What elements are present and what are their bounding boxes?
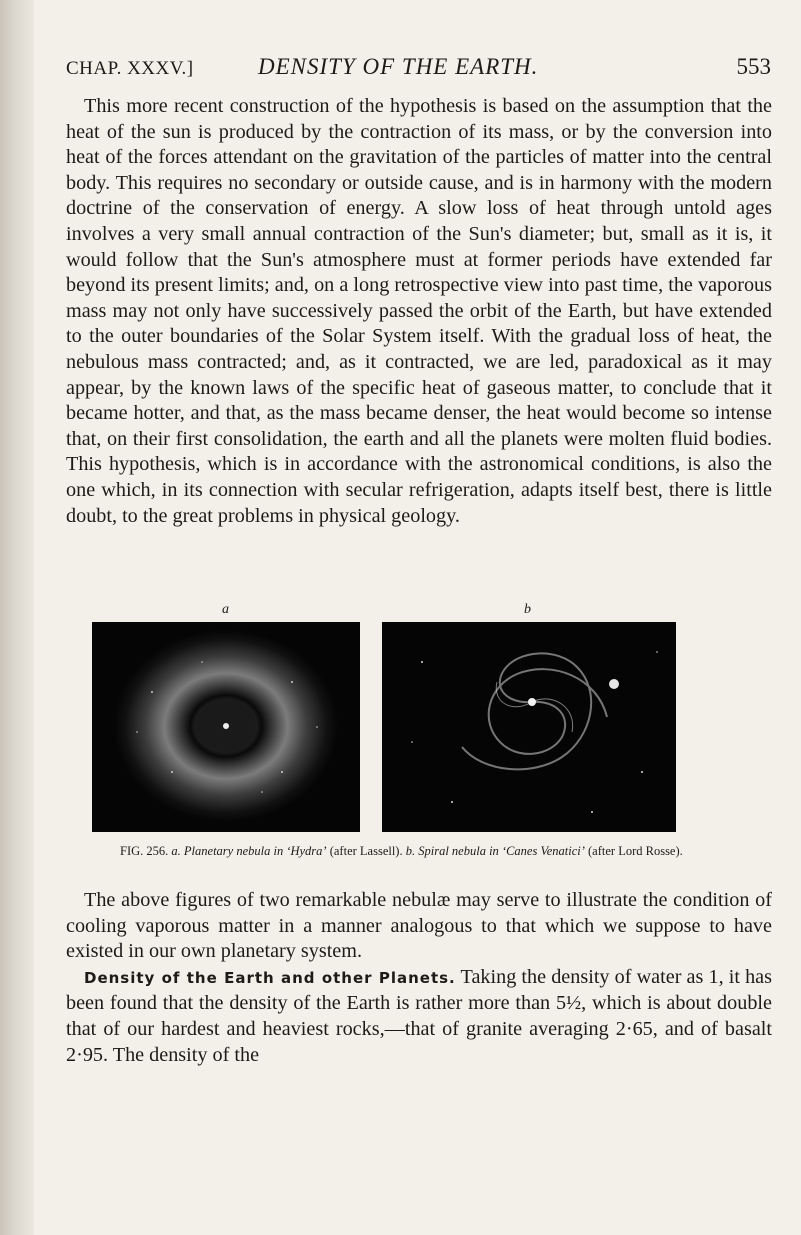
caption-b-credit: (after Lord Rosse). [588, 844, 683, 858]
body-paragraph-2-block [66, 888, 772, 1068]
figure-256 [92, 594, 752, 814]
plate-label-a: a [222, 602, 229, 617]
body-paragraph-1: This more recent construction of the hypothesis is based on the assumption that the heat of the sun is produced by the contraction of its mass, or by the conversion into heat of the forces attendant on the gravitation of the particles of matter into the central body. This requires no secondary or outside cause, and is in harmony with the modern doctrine of the conservation of energy. A slow loss of heat through untold ages involves a very small annual contraction of the Sun's diameter; but, small as it is, it would follow that the Sun's atmosphere must at former periods have extended far beyond its present limits; and, on a long retrospective view into past time, the vaporous mass may not only have successively passed the orbit of the Earth, but have extended to the outer boundaries of the Solar System itself. With the gradual loss of heat, the nebulous mass contracted; and, as it contracted, we are led, paradoxical as it may appear, by the known laws of the specific heat of gaseous matter, to conclude that it became hotter, and that, as the mass became denser, the heat would become so intense that, on their first consolidation, the earth and all the planets were molten fluid bodies. This hypothesis, which is in accordance with the astronomical conditions, is also the one which, in its connection with secular refrigeration, adapts itself best, there is little doubt, to the great problems in physical geology. [66, 95, 772, 527]
caption-a-title: Planetary nebula in ‘Hydra’ [183, 844, 327, 858]
body-paragraph-3: Taking the density of water as 1, it has been found that the density of the Earth is rather more than 5½, which is about double that of our hardest and heaviest rocks,—that of granite averaging 2·65, and of basalt 2·95. The density of the [66, 965, 773, 1066]
caption-a-label: a. [171, 844, 181, 858]
plate-label-b: b [524, 602, 531, 617]
running-title: DENSITY OF THE EARTH. [258, 54, 539, 79]
spiral-nebula-image [382, 622, 676, 832]
caption-fig-number: FIG. 256. [120, 844, 169, 858]
book-spine-shadow [0, 0, 34, 1235]
figure-caption [120, 843, 760, 859]
running-header [66, 52, 773, 84]
planetary-nebula-image [92, 622, 360, 832]
section-subheading: Density of the Earth and other Planets. [84, 968, 456, 987]
planetary-nebula-drawing [92, 622, 360, 832]
page-number: 553 [736, 54, 771, 79]
spiral-nebula-drawing [382, 622, 676, 832]
caption-a-credit: (after Lassell). [329, 844, 403, 858]
caption-b-title: Spiral nebula in ‘Canes Venatici’ [418, 844, 585, 858]
chapter-label: CHAP. XXXV.] [66, 58, 194, 79]
caption-b-label: b. [405, 844, 416, 858]
body-paragraph-2: The above figures of two remarkable nebulæ may serve to illustrate the condition of cooling vaporous matter in a manner analogous to that which we suppose to have existed in our own planetary system. [66, 889, 772, 963]
